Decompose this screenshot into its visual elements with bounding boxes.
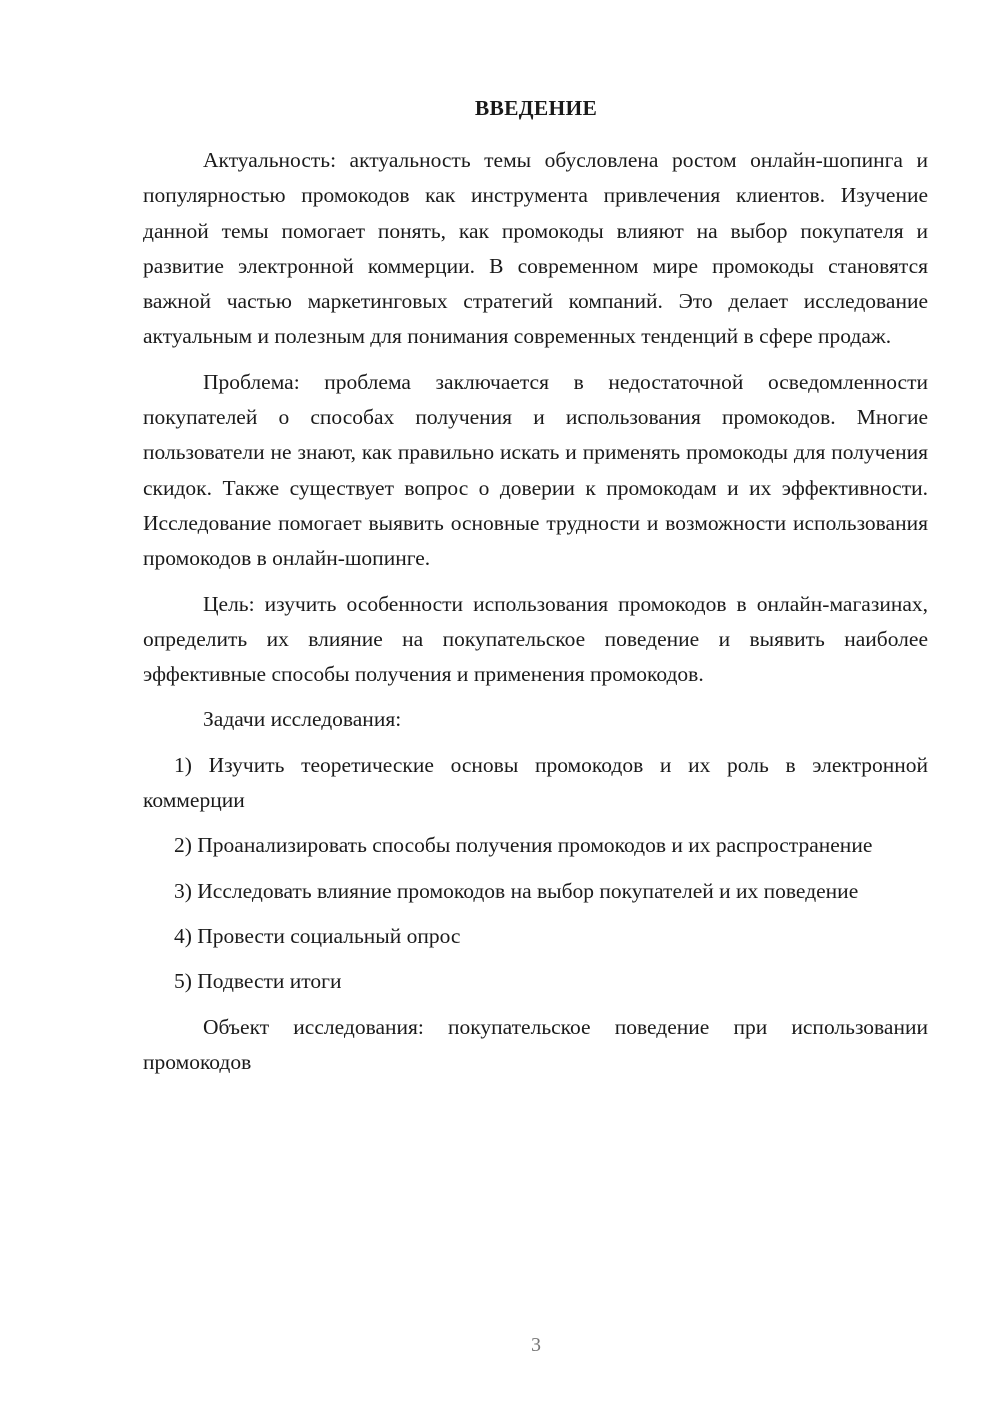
paragraph-goal: Цель: изучить особенности использования промокодов в онлайн-магазинах, определить их влияние на покупательское поведение и выявить наиболее эффективные способы получения и применения промокодов. [143, 591, 928, 687]
task-item-2: 2) Проанализировать способы получения промокодов и их распространение [174, 833, 873, 858]
document-body [143, 143, 928, 1080]
paragraph-object: Объект исследования: покупательское поведение при использовании промокодов [143, 1014, 928, 1074]
tasks-heading: Задачи исследования: [203, 707, 402, 732]
page-number: 3 [531, 1334, 541, 1356]
page-title: ВВЕДЕНИЕ [474, 96, 598, 120]
task-item-4: 4) Провести социальный опрос [174, 923, 461, 948]
paragraph-problem: Проблема: проблема заключается в недостаточной осведомленности покупателей о способах получения и использования промокодов. Многие пользователи не знают, как правильно искать и применять промокоды для получения скидок. Также существует вопрос о доверии к промокодам и их эффективности. Исследование помогает выявить основные трудности и возможности использования промокодов в онлайн-шопинге. [143, 369, 928, 571]
task-item-5: 5) Подвести итоги [174, 969, 342, 994]
paragraph-relevance: Актуальность: актуальность темы обусловлена ростом онлайн-шопинга и популярностью промокодов как инструмента привлечения клиентов. Изучение данной темы помогает понять, как промокоды влияют на выбор покупателя и развитие электронной коммерции. В современном мире промокоды становятся важной частью маркетинговых стратегий компаний. Это делает исследование актуальным и полезным для понимания современных тенденций в сфере продаж. [143, 148, 928, 349]
task-item-1: 1) Изучить теоретические основы промокодов и их роль в электронной коммерции [143, 752, 928, 813]
task-item-3: 3) Исследовать влияние промокодов на выбор покупателей и их поведение [174, 878, 859, 903]
